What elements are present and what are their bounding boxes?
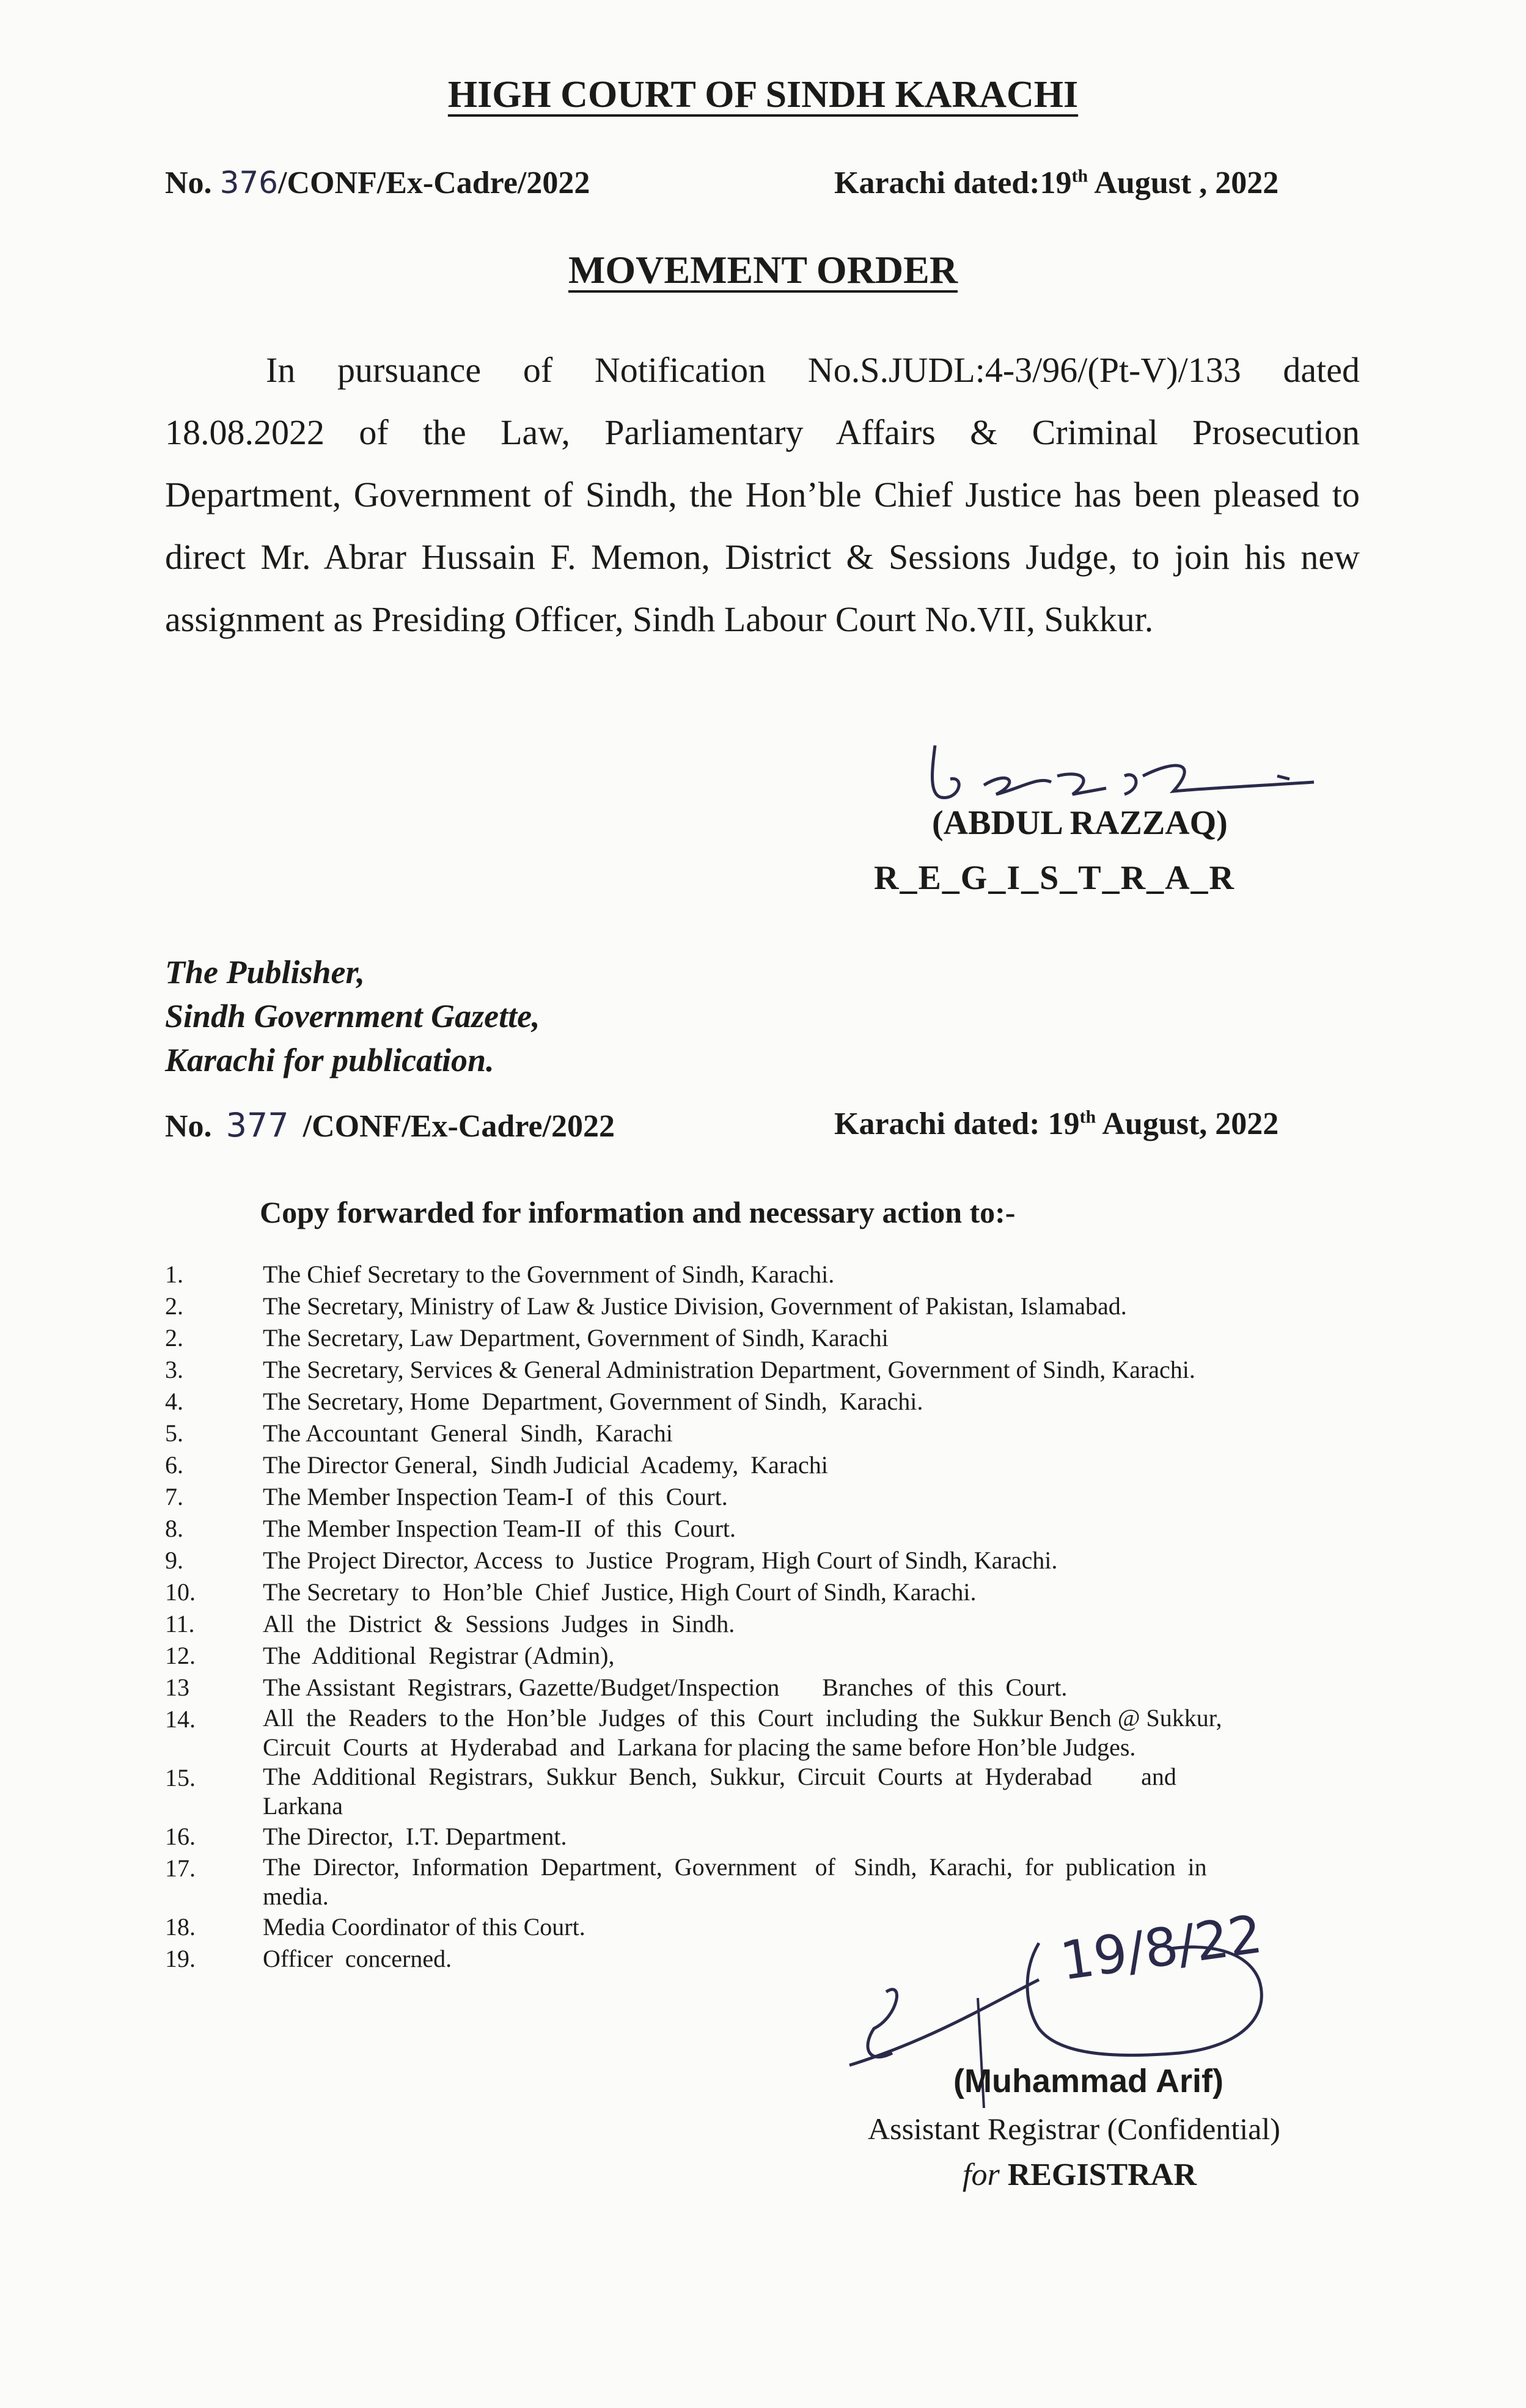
ref-suffix: /CONF/Ex-Cadre/2022	[278, 166, 590, 200]
list-item-text: The Accountant General Sindh, Karachi	[263, 1419, 673, 1447]
date-label: Karachi dated:	[834, 166, 1040, 200]
signatory-2-for-line	[963, 2157, 1197, 2193]
addressee-block	[165, 950, 540, 1082]
list-item-number: 19.	[165, 1945, 196, 1972]
list-item-number: 2.	[165, 1292, 183, 1320]
list-item-text: The Director, Information Department, Government of Sindh, Karachi, for publication in media.	[263, 1853, 1207, 1910]
for-word: for	[963, 2157, 1000, 2192]
list-item-number: 12.	[165, 1642, 196, 1669]
list-item-number: 2.	[165, 1324, 183, 1352]
ref-prefix: No.	[165, 166, 212, 200]
list-item	[165, 1821, 1357, 1853]
addressee-line-1: The Publisher,	[165, 954, 365, 990]
list-item	[165, 1322, 1357, 1354]
list-item	[165, 1449, 1357, 1481]
order-line-3: Department, Government of Sindh, the Hon’ble Chief Justice has been pleased to	[165, 475, 1360, 514]
list-item-number: 11.	[165, 1610, 195, 1638]
list-item	[165, 1290, 1357, 1322]
date-day: 19	[1047, 1107, 1080, 1141]
list-item-text: Media Coordinator of this Court.	[263, 1913, 585, 1941]
list-item-number: 4.	[165, 1388, 183, 1415]
list-item-text: The Assistant Registrars, Gazette/Budget/Inspection Branches of this Court.	[263, 1674, 1068, 1701]
distribution-list	[165, 1259, 1357, 1975]
list-item-number: 18.	[165, 1913, 196, 1941]
handwritten-ref-number: 376	[219, 165, 278, 200]
list-item-number: 8.	[165, 1515, 183, 1542]
list-item-number: 9.	[165, 1546, 183, 1574]
list-item	[165, 1704, 1357, 1762]
list-item-number: 6.	[165, 1451, 183, 1479]
list-item	[165, 1640, 1357, 1672]
list-item-text: Officer concerned.	[263, 1945, 452, 1972]
signatory-1-name: (ABDUL RAZZAQ)	[932, 804, 1228, 842]
list-item-number: 16.	[165, 1823, 196, 1850]
handwritten-date: 19/8/22	[1057, 1903, 1266, 1993]
order-body	[165, 339, 1360, 651]
list-item	[165, 1576, 1357, 1608]
copy-heading: Copy forwarded for information and necessary action to:-	[260, 1195, 1016, 1229]
list-item	[165, 1608, 1357, 1640]
list-item-text: The Secretary, Ministry of Law & Justice Division, Government of Pakistan, Islamabad.	[263, 1292, 1127, 1320]
list-item-number: 5.	[165, 1419, 183, 1447]
list-item-number: 10.	[165, 1578, 196, 1606]
list-item	[165, 1853, 1357, 1911]
handwritten-ref-number: 377	[226, 1106, 289, 1144]
list-item-text: All the Readers to the Hon’ble Judges of this Court including the Sukkur Bench @ Sukkur, Circuit Courts at Hyderabad and Larkana for placing the same before Hon’ble Judges.	[263, 1704, 1222, 1761]
reference-number-2	[165, 1106, 615, 1144]
date-suffix: th	[1079, 1107, 1096, 1127]
date-label: Karachi dated:	[834, 1107, 1048, 1141]
list-item	[165, 1545, 1357, 1576]
list-item-text: The Member Inspection Team-II of this Court.	[263, 1515, 736, 1542]
list-item	[165, 1762, 1357, 1821]
list-item-text: The Secretary, Home Department, Government of Sindh, Karachi.	[263, 1388, 923, 1415]
addressee-line-2: Sindh Government Gazette,	[165, 998, 540, 1034]
signatory-2-designation: Assistant Registrar (Confidential)	[868, 2112, 1280, 2146]
order-title: MOVEMENT ORDER	[568, 248, 958, 291]
ref-prefix: No.	[165, 1109, 212, 1144]
list-item-text: The Chief Secretary to the Government of Sindh, Karachi.	[263, 1261, 835, 1288]
order-line-2: 18.08.2022 of the Law, Parliamentary Affairs & Criminal Prosecution	[165, 412, 1360, 452]
date-suffix: th	[1071, 166, 1088, 186]
addressee-line-3: Karachi for publication.	[165, 1042, 494, 1078]
date-rest: August, 2022	[1096, 1107, 1279, 1141]
list-item	[165, 1354, 1357, 1386]
list-item-number: 3.	[165, 1356, 183, 1383]
list-item-text: The Project Director, Access to Justice Program, High Court of Sindh, Karachi.	[263, 1546, 1058, 1574]
date-line-1	[834, 165, 1278, 201]
list-item-text: The Additional Registrar (Admin),	[263, 1642, 615, 1669]
list-item-text: The Secretary, Law Department, Government of Sindh, Karachi	[263, 1324, 889, 1352]
list-item-number: 13	[165, 1674, 189, 1701]
for-registrar: REGISTRAR	[999, 2157, 1197, 2192]
date-rest: August , 2022	[1088, 166, 1279, 200]
date-line-2	[834, 1106, 1278, 1142]
list-item	[165, 1672, 1357, 1704]
list-item	[165, 1386, 1357, 1418]
signatory-2-name: (Muhammad Arif)	[953, 2063, 1223, 2099]
list-item	[165, 1418, 1357, 1449]
list-item-number: 17.	[165, 1854, 196, 1882]
list-item	[165, 1513, 1357, 1545]
list-item-number: 7.	[165, 1483, 183, 1510]
list-item-text: The Secretary, Services & General Administration Department, Government of Sindh, Karachi.	[263, 1356, 1195, 1383]
reference-number-1	[165, 165, 590, 201]
list-item-text: The Member Inspection Team-I of this Court.	[263, 1483, 728, 1510]
list-item-number: 15.	[165, 1764, 196, 1791]
order-line-5: assignment as Presiding Officer, Sindh Labour Court No.VII, Sukkur.	[165, 599, 1154, 639]
order-line-4: direct Mr. Abrar Hussain F. Memon, District & Sessions Judge, to join his new	[165, 537, 1360, 577]
list-item-text: The Director General, Sindh Judicial Academy, Karachi	[263, 1451, 828, 1479]
list-item-number: 1.	[165, 1261, 183, 1288]
order-line-1: In pursuance of Notification No.S.JUDL:4-3/96/(Pt-V)/133 dated	[266, 350, 1360, 390]
list-item-text: All the District & Sessions Judges in Sindh.	[263, 1610, 735, 1638]
date-day: 19	[1040, 166, 1072, 200]
list-item	[165, 1481, 1357, 1513]
list-item	[165, 1259, 1357, 1290]
list-item-number: 14.	[165, 1705, 196, 1733]
list-item-text: The Secretary to Hon’ble Chief Justice, High Court of Sindh, Karachi.	[263, 1578, 977, 1606]
court-title: HIGH COURT OF SINDH KARACHI	[447, 74, 1079, 115]
ref-suffix: /CONF/Ex-Cadre/2022	[303, 1109, 615, 1144]
signatory-1-designation: R_E_G_I_S_T_R_A_R	[874, 859, 1235, 897]
list-item-text: The Additional Registrars, Sukkur Bench, Sukkur, Circuit Courts at Hyderabad and Larkana	[263, 1763, 1176, 1820]
list-item-text: The Director, I.T. Department.	[263, 1823, 567, 1850]
